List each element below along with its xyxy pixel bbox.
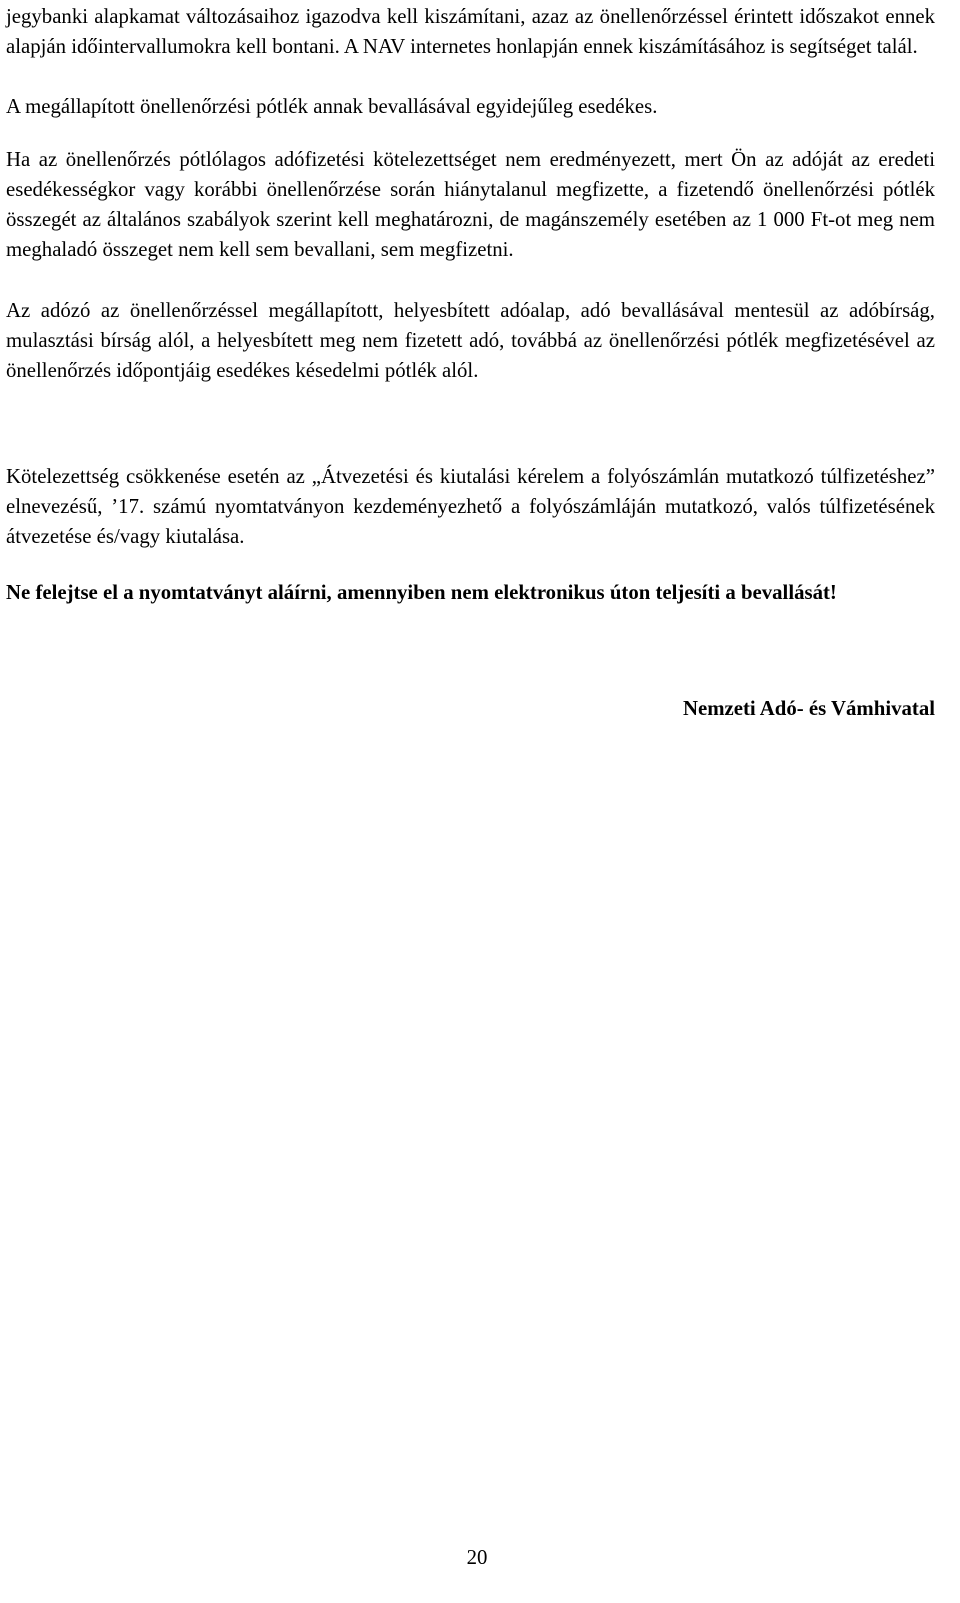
paragraph-no-additional-tax: Ha az önellenőrzés pótlólagos adófizetési kötelezettséget nem eredményezett, mert Ön az adóját az eredeti esedékességkor vagy korábbi önellenőrzése során hiánytalanul megfizette, a fizetendő önellenőrzési pótlék összegét az általános szabályok szerint kell meghatározni, de magánszemély esetében az 1 000 Ft-ot meg nem meghaladó összeget nem kell sem bevallani, sem megfizetni. bbox=[6, 148, 935, 261]
page-number: 20 bbox=[466, 1546, 488, 1569]
paragraph-obligation-decrease: Kötelezettség csökkenése esetén az „Átvezetési és kiutalási kérelem a folyószámlán mutatkozó túlfizetéshez” elnevezésű, ’17. számú nyomtatványon kezdeményezhető a folyószámláján mutatkozó, valós túlfizetésének átvezetése és/vagy kiutalása. bbox=[6, 465, 935, 548]
paragraph-surcharge-due: A megállapított önellenőrzési pótlék annak bevallásával egyidejűleg esedékes. bbox=[6, 95, 658, 118]
paragraph-interest-calculation: jegybanki alapkamat változásaihoz igazodva kell kiszámítani, azaz az önellenőrzéssel érintett időszakot ennek alapján időintervallumokra kell bontani. A NAV internetes honlapján ennek kiszámításához is segítséget talál. bbox=[6, 5, 935, 58]
paragraph-exemption: Az adózó az önellenőrzéssel megállapított, helyesbített adóalap, adó bevallásával mentesül az adóbírság, mulasztási bírság alól, a helyesbített meg nem fizetett adó, továbbá az önellenőrzési pótlék megfizetésével az önellenőrzés időpontjáig esedékes késedelmi pótlék alól. bbox=[6, 299, 935, 382]
signature-authority: Nemzeti Adó- és Vámhivatal bbox=[682, 697, 935, 720]
paragraph-sign-reminder: Ne felejtse el a nyomtatványt aláírni, amennyiben nem elektronikus úton teljesíti a bevallását! bbox=[6, 581, 837, 604]
